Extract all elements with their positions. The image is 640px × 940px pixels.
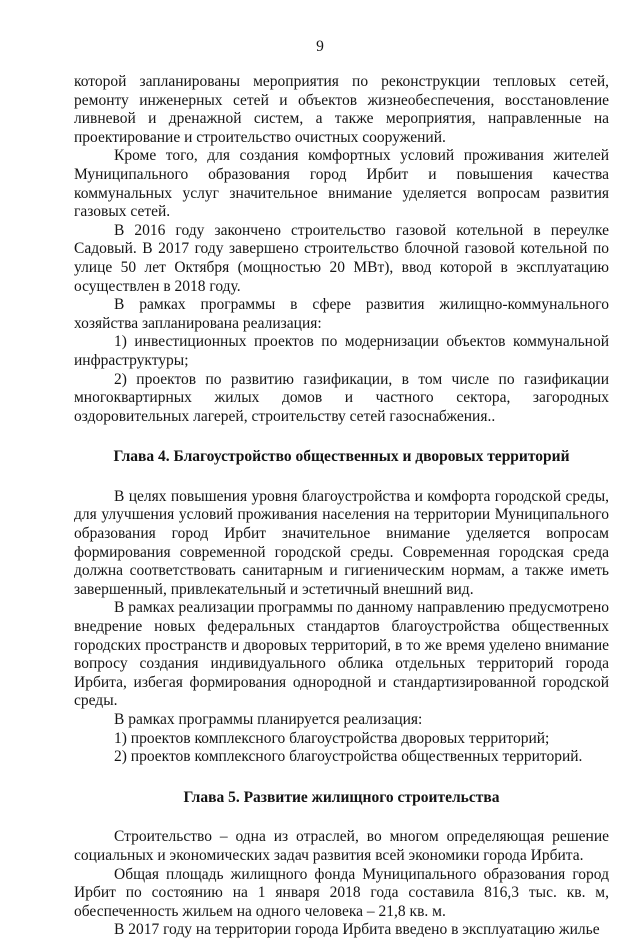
page-number: 9 xyxy=(316,38,324,55)
spacer xyxy=(74,467,609,488)
spacer xyxy=(74,767,609,789)
list-item: 2) проектов по развитию газификации, в том числе по газификации многоквартирных жилых домов и частного сектора, загородных оздоровительных лагерей, строительству сетей газоснабжения.. xyxy=(74,370,609,425)
list-item: 1) инвестиционных проектов по модернизации объектов коммунальной инфраструктуры; xyxy=(74,333,609,369)
chapter-heading: Глава 5. Развитие жилищного строительства xyxy=(183,788,500,806)
paragraph: Общая площадь жилищного фонда Муниципального образования город Ирбит по состоянию на 1 января 2018 года составила 816,3 тыс. кв. м, обеспеченность жильем на одного человека – 21,8 кв. м. xyxy=(74,865,609,920)
paragraph: В целях повышения уровня благоустройства и комфорта городской среды, для улучшения условий проживания населения на территории Муниципального образования город Ирбит значительное внимание уделяется вопросам формирования современной городской среды. Современная городская среда должна соответствовать санитарным и гигиеническим нормам, а также иметь завершенный, привлекательный и эстетичный внешний вид. xyxy=(74,487,609,598)
list-item: 2) проектов комплексного благоустройства общественных территорий. xyxy=(114,748,583,766)
paragraph: В 2016 году закончено строительство газовой котельной в переулке Садовый. В 2017 году завершено строительство блочной газовой котельной по улице 50 лет Октября (мощностью 20 МВт), ввод которой в эксплуатацию осуществлен в 2018 году. xyxy=(74,221,609,295)
spacer xyxy=(74,807,609,828)
paragraph: Кроме того, для создания комфортных условий проживания жителей Муниципального образования город Ирбит и повышения качества коммунальных услуг значительное внимание уделяется вопросам развития газовых сетей. xyxy=(74,147,609,221)
paragraph: В рамках программы в сфере развития жилищно-коммунального хозяйства запланирована реализация: xyxy=(74,296,609,332)
paragraph: Строительство – одна из отраслей, во многом определяющая решение социальных и экономических задач развития всей экономики города Ирбита. xyxy=(74,828,609,864)
list-item: 1) проектов комплексного благоустройства дворовых территорий; xyxy=(114,729,550,747)
paragraph: В рамках реализации программы по данному направлению предусмотрено внедрение новых федеральных стандартов благоустройства общественных городских пространств и дворовых территорий, в то же время уделено внимание вопросу создания индивидуального облика отдельных территорий города Ирбита, избегая формирования однородной и стандартизированной городской среды. xyxy=(74,599,609,710)
paragraph: которой запланированы мероприятия по реконструкции тепловых сетей, ремонту инженерных сетей и объектов жизнеобеспечения, восстановление ливневой и дренажной систем, а также мероприятия, направленные на проектирование и строительство очистных сооружений. xyxy=(74,73,609,146)
paragraph: В 2017 году на территории города Ирбита введено в эксплуатацию жилье xyxy=(114,921,600,939)
paragraph: В рамках программы планируется реализация: xyxy=(114,711,423,728)
chapter-heading: Глава 4. Благоустройство общественных и дворовых территорий xyxy=(113,448,570,466)
spacer xyxy=(74,426,609,448)
document-body xyxy=(74,73,609,940)
